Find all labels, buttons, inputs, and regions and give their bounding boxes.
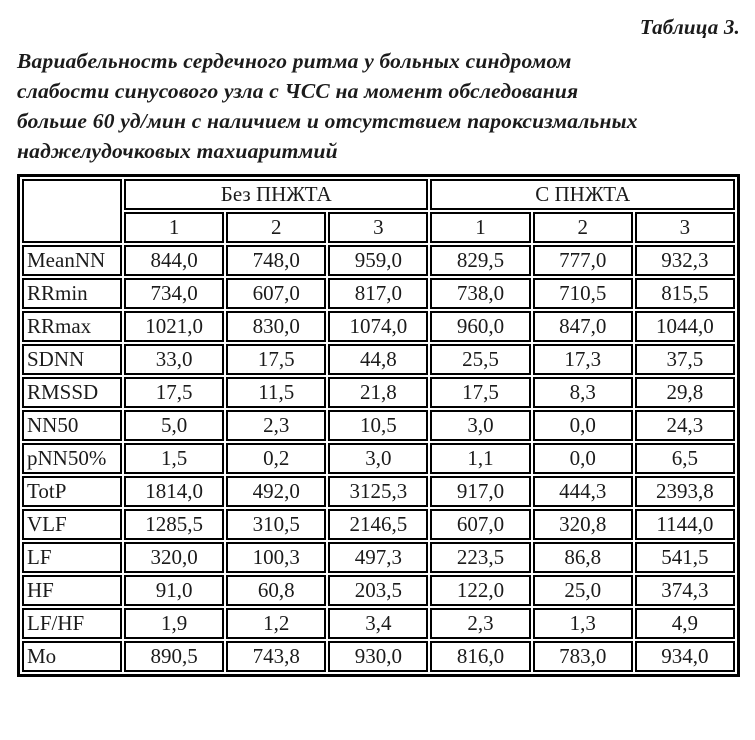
value-cell: 890,5 (124, 641, 224, 672)
value-cell: 444,3 (533, 476, 633, 507)
value-cell: 203,5 (328, 575, 428, 606)
value-cell: 3125,3 (328, 476, 428, 507)
value-cell: 374,3 (635, 575, 735, 606)
row-label: TotP (22, 476, 122, 507)
value-cell: 2,3 (430, 608, 530, 639)
group-header-with-pnzhta: С ПНЖТА (430, 179, 735, 210)
value-cell: 830,0 (226, 311, 326, 342)
value-cell: 1,1 (430, 443, 530, 474)
table-row (22, 509, 735, 540)
value-cell: 815,5 (635, 278, 735, 309)
row-label: MeanNN (22, 245, 122, 276)
table-row (22, 542, 735, 573)
value-cell: 37,5 (635, 344, 735, 375)
row-label: RRmax (22, 311, 122, 342)
value-cell: 91,0 (124, 575, 224, 606)
value-cell: 960,0 (430, 311, 530, 342)
value-cell: 1,5 (124, 443, 224, 474)
value-cell: 783,0 (533, 641, 633, 672)
subheader-row (22, 212, 735, 243)
value-cell: 10,5 (328, 410, 428, 441)
value-cell: 60,8 (226, 575, 326, 606)
subheader-col-2: 2 (226, 212, 326, 243)
row-label: LF (22, 542, 122, 573)
table-row (22, 344, 735, 375)
caption-line-3: больше 60 уд/мин с наличием и отсутствием пароксизмальных (17, 109, 638, 133)
value-cell: 710,5 (533, 278, 633, 309)
value-cell: 748,0 (226, 245, 326, 276)
value-cell: 2,3 (226, 410, 326, 441)
table-row (22, 575, 735, 606)
value-cell: 4,9 (635, 608, 735, 639)
table-row (22, 245, 735, 276)
row-label: RMSSD (22, 377, 122, 408)
value-cell: 1044,0 (635, 311, 735, 342)
row-label: NN50 (22, 410, 122, 441)
value-cell: 8,3 (533, 377, 633, 408)
value-cell: 33,0 (124, 344, 224, 375)
value-cell: 1074,0 (328, 311, 428, 342)
value-cell: 2146,5 (328, 509, 428, 540)
value-cell: 320,0 (124, 542, 224, 573)
group-header-row (22, 179, 735, 210)
value-cell: 607,0 (430, 509, 530, 540)
value-cell: 817,0 (328, 278, 428, 309)
value-cell: 29,8 (635, 377, 735, 408)
value-cell: 3,0 (430, 410, 530, 441)
value-cell: 100,3 (226, 542, 326, 573)
hrv-table (17, 174, 740, 677)
value-cell: 847,0 (533, 311, 633, 342)
value-cell: 829,5 (430, 245, 530, 276)
value-cell: 44,8 (328, 344, 428, 375)
row-label: SDNN (22, 344, 122, 375)
row-label: VLF (22, 509, 122, 540)
row-label: pNN50% (22, 443, 122, 474)
value-cell: 0,0 (533, 410, 633, 441)
table-row (22, 377, 735, 408)
value-cell: 497,3 (328, 542, 428, 573)
corner-cell (22, 179, 122, 243)
value-cell: 743,8 (226, 641, 326, 672)
value-cell: 3,4 (328, 608, 428, 639)
table-number: Таблица 3. (639, 15, 740, 39)
value-cell: 734,0 (124, 278, 224, 309)
value-cell: 122,0 (430, 575, 530, 606)
value-cell: 5,0 (124, 410, 224, 441)
value-cell: 310,5 (226, 509, 326, 540)
value-cell: 959,0 (328, 245, 428, 276)
table-row (22, 641, 735, 672)
group-header-without-pnzhta: Без ПНЖТА (124, 179, 428, 210)
value-cell: 1,3 (533, 608, 633, 639)
value-cell: 932,3 (635, 245, 735, 276)
value-cell: 492,0 (226, 476, 326, 507)
table-row (22, 443, 735, 474)
value-cell: 607,0 (226, 278, 326, 309)
subheader-col-4: 1 (430, 212, 530, 243)
row-label: Mo (22, 641, 122, 672)
value-cell: 6,5 (635, 443, 735, 474)
table-row (22, 410, 735, 441)
value-cell: 1814,0 (124, 476, 224, 507)
value-cell: 1,9 (124, 608, 224, 639)
value-cell: 1285,5 (124, 509, 224, 540)
value-cell: 2393,8 (635, 476, 735, 507)
table-row (22, 278, 735, 309)
value-cell: 17,5 (124, 377, 224, 408)
value-cell: 777,0 (533, 245, 633, 276)
value-cell: 17,5 (226, 344, 326, 375)
value-cell: 24,3 (635, 410, 735, 441)
value-cell: 25,0 (533, 575, 633, 606)
value-cell: 0,2 (226, 443, 326, 474)
value-cell: 1,2 (226, 608, 326, 639)
value-cell: 86,8 (533, 542, 633, 573)
value-cell: 21,8 (328, 377, 428, 408)
value-cell: 844,0 (124, 245, 224, 276)
table-caption (17, 46, 740, 166)
value-cell: 25,5 (430, 344, 530, 375)
value-cell: 934,0 (635, 641, 735, 672)
value-cell: 1144,0 (635, 509, 735, 540)
value-cell: 1021,0 (124, 311, 224, 342)
row-label: HF (22, 575, 122, 606)
value-cell: 541,5 (635, 542, 735, 573)
row-label: RRmin (22, 278, 122, 309)
value-cell: 17,5 (430, 377, 530, 408)
subheader-col-5: 2 (533, 212, 633, 243)
subheader-col-1: 1 (124, 212, 224, 243)
value-cell: 17,3 (533, 344, 633, 375)
table-row (22, 311, 735, 342)
row-label: LF/HF (22, 608, 122, 639)
value-cell: 0,0 (533, 443, 633, 474)
subheader-col-3: 3 (328, 212, 428, 243)
value-cell: 11,5 (226, 377, 326, 408)
value-cell: 930,0 (328, 641, 428, 672)
table-row (22, 476, 735, 507)
subheader-col-6: 3 (635, 212, 735, 243)
caption-line-1: Вариабельность сердечного ритма у больных синдромом (17, 49, 572, 73)
value-cell: 917,0 (430, 476, 530, 507)
value-cell: 223,5 (430, 542, 530, 573)
table-row (22, 608, 735, 639)
value-cell: 3,0 (328, 443, 428, 474)
caption-line-2: слабости синусового узла с ЧСС на момент обследования (17, 79, 579, 103)
value-cell: 738,0 (430, 278, 530, 309)
value-cell: 816,0 (430, 641, 530, 672)
value-cell: 320,8 (533, 509, 633, 540)
caption-line-4: наджелудочковых тахиаритмий (17, 139, 338, 163)
